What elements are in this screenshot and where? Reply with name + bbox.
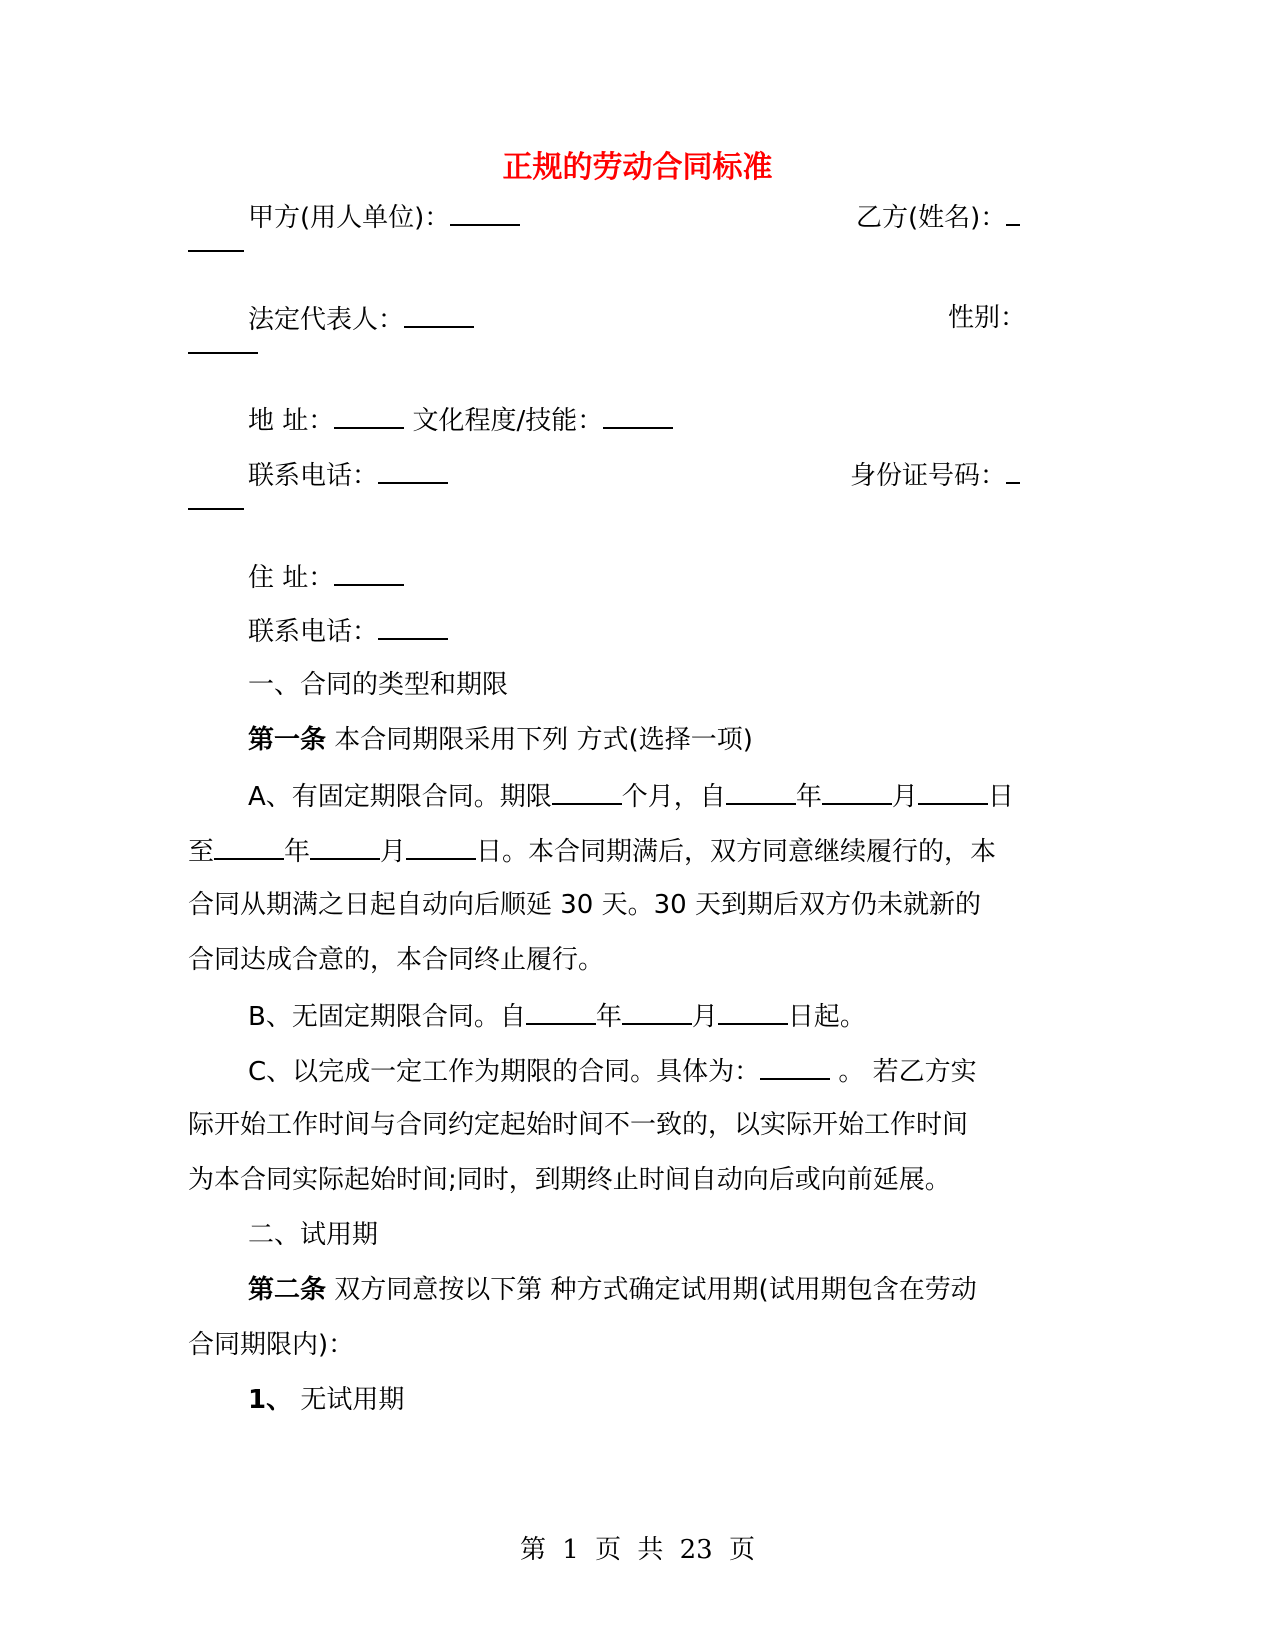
id-label: 身份证号码： xyxy=(850,461,1007,491)
section1-heading-text: 一、合同的类型和期限 xyxy=(248,670,509,700)
article2-bold: 第二条 xyxy=(248,1275,327,1305)
option-a-line1 xyxy=(248,775,1148,817)
address-blank xyxy=(334,399,404,429)
party-b-line xyxy=(856,196,1020,238)
blank xyxy=(214,830,284,860)
party-b-label: 乙方(姓名)： xyxy=(856,203,1007,233)
phone-b-line xyxy=(248,610,1148,652)
document-title: 正规的劳动合同标准 xyxy=(502,150,773,185)
blank xyxy=(552,775,622,805)
party-a-label: 甲方(用人单位)： xyxy=(248,203,451,233)
party-b-blank-cont xyxy=(188,250,244,252)
legal-rep-blank xyxy=(404,298,474,328)
unit-year: 年 xyxy=(595,1002,622,1032)
blank xyxy=(918,775,988,805)
blank xyxy=(310,830,380,860)
option-c-line2: 际开始工作时间与合同约定起始时间不一致的，以实际开始工作时间 xyxy=(188,1110,969,1140)
residence-line xyxy=(248,556,1148,598)
option-b-end: 日起。 xyxy=(787,1002,866,1032)
blank xyxy=(718,995,788,1025)
item1-num: 1、 xyxy=(248,1385,293,1415)
id-blank xyxy=(1006,454,1020,484)
residence-blank xyxy=(334,556,404,586)
gender-label: 性别： xyxy=(948,303,1027,333)
option-a-text1: A、有固定期限合同。期限 xyxy=(248,782,552,812)
option-a-text3: 日。本合同期满后，双方同意继续履行的，本 xyxy=(476,837,997,867)
blank xyxy=(822,775,892,805)
unit-month: 月 xyxy=(691,1002,718,1032)
id-blank-cont xyxy=(188,508,244,510)
section2-heading-text: 二、试用期 xyxy=(248,1220,379,1250)
unit-year: 年 xyxy=(795,782,822,812)
article2-text: 双方同意按以下第 种方式确定试用期(试用期包含在劳动 xyxy=(326,1275,977,1305)
option-c-text1: C、以完成一定工作为期限的合同。具体为： xyxy=(248,1057,761,1087)
gender-blank xyxy=(188,352,258,354)
phone-a-blank xyxy=(378,454,448,484)
unit-month: 月 xyxy=(380,837,407,867)
option-b-line xyxy=(248,995,1148,1037)
residence-label: 住 址： xyxy=(248,563,335,593)
article1-line xyxy=(248,720,1148,760)
phone-label-b: 联系电话： xyxy=(248,617,379,647)
section1-heading xyxy=(248,665,1148,705)
option-a-text2: 个月，自 xyxy=(621,782,726,812)
blank xyxy=(526,995,596,1025)
option-a-line3: 合同从期满之日起自动向后顺延 30 天。30 天到期后双方仍未就新的 xyxy=(188,890,981,920)
option-c-line1 xyxy=(248,1050,1148,1092)
blank xyxy=(726,775,796,805)
item1-text: 无试用期 xyxy=(292,1385,405,1415)
option-a-to: 至 xyxy=(188,837,215,867)
item1-line xyxy=(248,1380,1148,1420)
education-label: 文化程度/技能： xyxy=(412,406,604,436)
article1-bold: 第一条 xyxy=(248,725,327,755)
option-a-line2 xyxy=(188,830,1088,872)
address-line xyxy=(248,399,1148,441)
article1-text: 本合同期限采用下列 方式(选择一项) xyxy=(326,725,753,755)
section2-heading xyxy=(248,1215,1148,1255)
gender-line xyxy=(948,298,1026,338)
option-c-line3: 为本合同实际起始时间;同时，到期终止时间自动向后或向前延展。 xyxy=(188,1165,951,1195)
unit-year: 年 xyxy=(284,837,311,867)
option-a-line4: 合同达成合意的，本合同终止履行。 xyxy=(188,945,605,975)
phone-b-blank xyxy=(378,610,448,640)
blank xyxy=(622,995,692,1025)
party-b-blank xyxy=(1006,196,1020,226)
legal-rep-label: 法定代表人： xyxy=(248,305,405,335)
page-footer: 第 1 页 共 23 页 xyxy=(520,1535,755,1565)
id-line xyxy=(850,454,1020,496)
phone-label-a: 联系电话： xyxy=(248,461,379,491)
education-blank xyxy=(603,399,673,429)
unit-month: 月 xyxy=(891,782,918,812)
article2-line xyxy=(248,1270,1148,1310)
blank xyxy=(406,830,476,860)
blank xyxy=(760,1050,830,1080)
party-a-blank xyxy=(450,196,520,226)
option-c-text2: 。 若乙方实 xyxy=(830,1057,977,1087)
unit-day: 日 xyxy=(987,782,1014,812)
address-label: 地 址： xyxy=(248,406,335,436)
option-b-text: B、无固定期限合同。自 xyxy=(248,1002,526,1032)
article2-line2: 合同期限内)： xyxy=(188,1330,355,1360)
